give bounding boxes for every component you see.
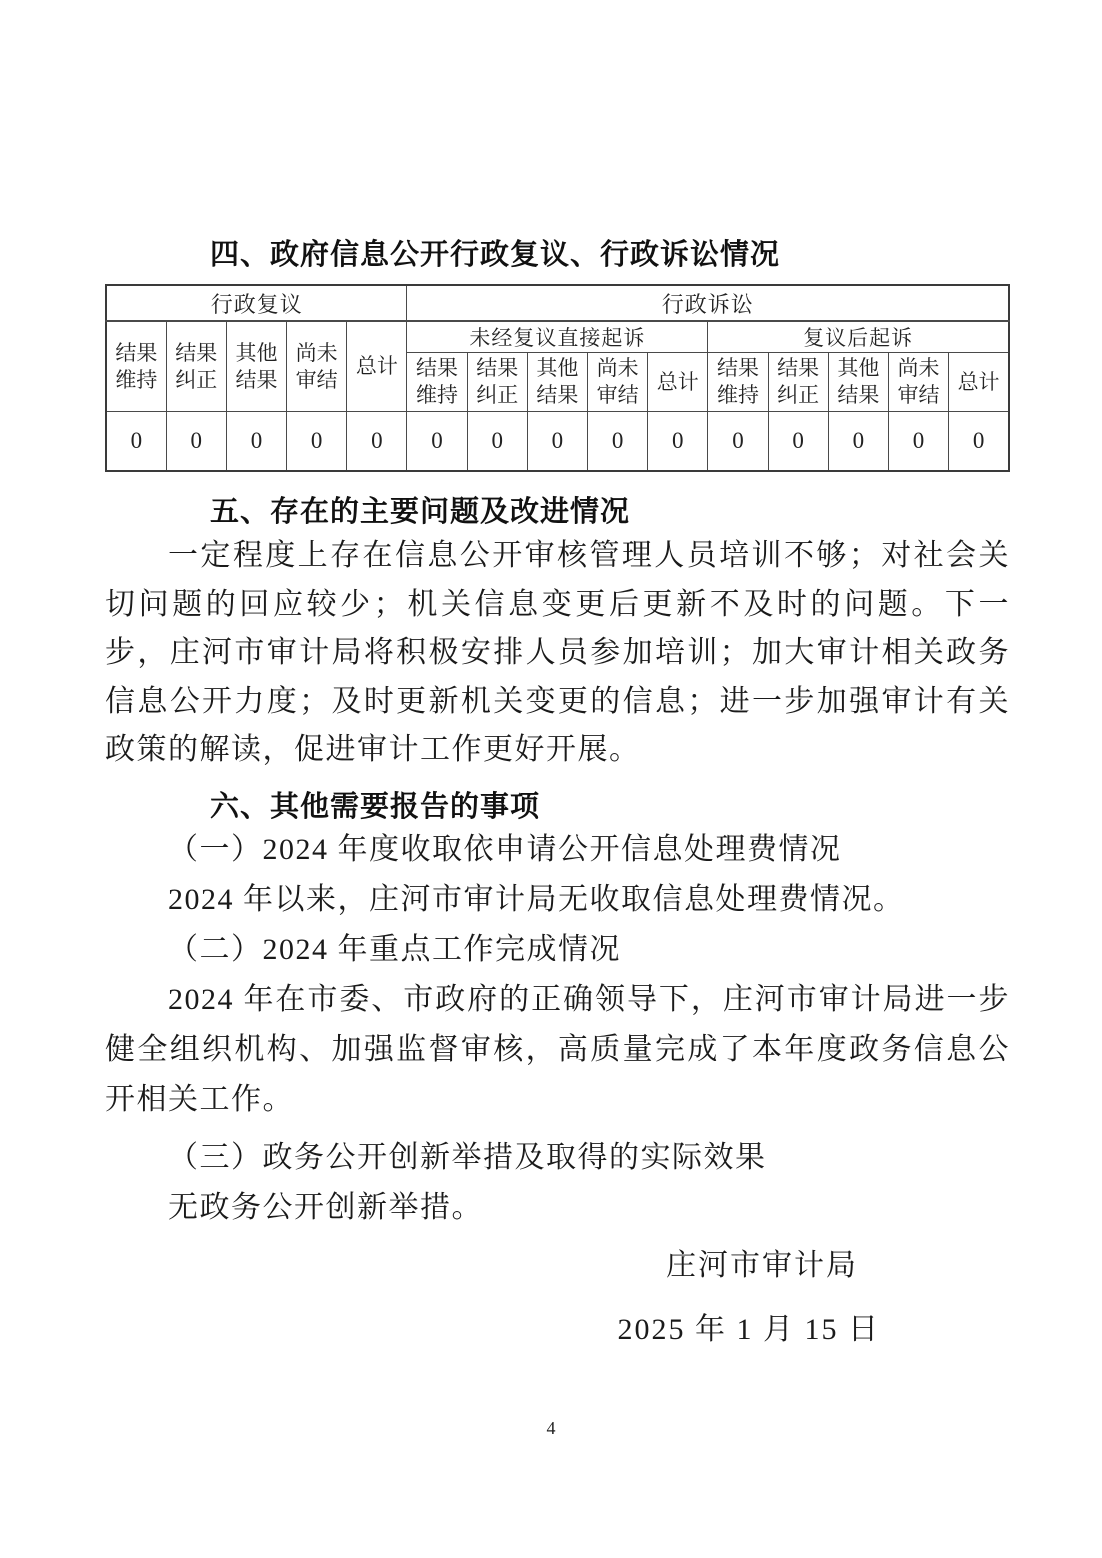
section6-item3-body: 无政务公开创新举措。 bbox=[168, 1190, 483, 1224]
reconsideration-litigation-table bbox=[105, 284, 1010, 472]
document-content bbox=[105, 0, 1010, 1355]
signature-date: 2025 年 1 月 15 日 bbox=[617, 1312, 880, 1346]
table-value-cell: 0 bbox=[888, 412, 948, 472]
table-value-cell: 0 bbox=[407, 412, 467, 472]
table-value-cell: 0 bbox=[648, 412, 708, 472]
page-number: 4 bbox=[546, 1418, 556, 1438]
table-subgroup-lawsuit-after-reconsideration: 复议后起诉 bbox=[708, 321, 1009, 353]
table-col-header-result-upheld: 结果维持 bbox=[407, 353, 467, 412]
table-value-cell: 0 bbox=[106, 412, 166, 472]
table-value-cell: 0 bbox=[828, 412, 888, 472]
table-value-cell: 0 bbox=[768, 412, 828, 472]
table-col-header-pending: 尚未审结 bbox=[588, 353, 648, 412]
table-value-cell: 0 bbox=[467, 412, 527, 472]
section5-heading: 五、存在的主要问题及改进情况 bbox=[210, 496, 631, 528]
table-col-header-result-corrected: 结果纠正 bbox=[467, 353, 527, 412]
table-group-administrative-litigation: 行政诉讼 bbox=[407, 285, 1009, 321]
table-value-cell: 0 bbox=[347, 412, 407, 472]
table-col-header-result-upheld: 结果维持 bbox=[708, 353, 768, 412]
section6-item1-title: （一）2024 年度收取依申请公开信息处理费情况 bbox=[168, 832, 842, 866]
section6-item3-title: （三）政务公开创新举措及取得的实际效果 bbox=[168, 1140, 767, 1174]
section6-item1-body: 2024 年以来，庄河市审计局无收取信息处理费情况。 bbox=[168, 882, 905, 916]
section6-item2-title: （二）2024 年重点工作完成情况 bbox=[168, 932, 621, 966]
table-value-cell: 0 bbox=[588, 412, 648, 472]
table-value-cell: 0 bbox=[287, 412, 347, 472]
section6-item2-body: 2024 年在市委、市政府的正确领导下，庄河市审计局进一步健全组织机构、加强监督审核，高质量完成了本年度政务信息公开相关工作。 bbox=[105, 982, 1010, 1116]
section4-heading: 四、政府信息公开行政复议、行政诉讼情况 bbox=[210, 239, 781, 271]
section6-heading: 六、其他需要报告的事项 bbox=[210, 790, 541, 823]
table-col-header-other-result: 其他结果 bbox=[226, 321, 286, 412]
table-col-header-pending: 尚未审结 bbox=[888, 353, 948, 412]
table-col-header-total: 总计 bbox=[949, 353, 1009, 412]
table-col-header-result-corrected: 结果纠正 bbox=[166, 321, 226, 412]
table-col-header-other-result: 其他结果 bbox=[828, 353, 888, 412]
table-group-administrative-reconsideration: 行政复议 bbox=[106, 285, 407, 321]
table-col-header-result-upheld: 结果维持 bbox=[106, 321, 166, 412]
table-col-header-total: 总计 bbox=[648, 353, 708, 412]
table-col-header-total: 总计 bbox=[347, 321, 407, 412]
table-col-header-pending: 尚未审结 bbox=[287, 321, 347, 412]
table-value-cell: 0 bbox=[226, 412, 286, 472]
table-value-cell: 0 bbox=[527, 412, 587, 472]
table-value-cell: 0 bbox=[708, 412, 768, 472]
section5-paragraph: 一定程度上存在信息公开审核管理人员培训不够；对社会关切问题的回应较少；机关信息变更后更新不及时的问题。下一步，庄河市审计局将积极安排人员参加培训；加大审计相关政务信息公开力度；及时更新机关变更的信息；进一步加强审计有关政策的解读，促进审计工作更好开展。 bbox=[105, 539, 1010, 766]
signature-organization: 庄河市审计局 bbox=[666, 1248, 858, 1282]
table-col-header-result-corrected: 结果纠正 bbox=[768, 353, 828, 412]
table-subgroup-direct-lawsuit: 未经复议直接起诉 bbox=[407, 321, 708, 353]
table-value-cell: 0 bbox=[949, 412, 1009, 472]
table-col-header-other-result: 其他结果 bbox=[527, 353, 587, 412]
table-value-cell: 0 bbox=[166, 412, 226, 472]
